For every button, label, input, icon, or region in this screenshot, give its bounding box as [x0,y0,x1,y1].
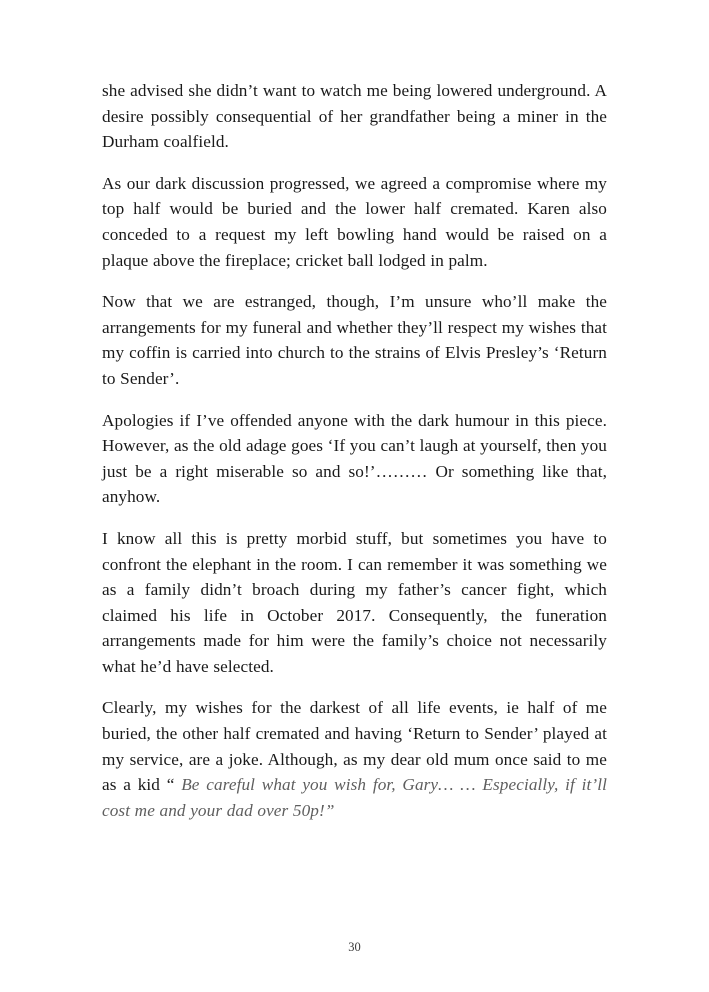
paragraph-final [102,695,607,823]
paragraph: As our dark discussion progressed, we agreed a compromise where my top half would be buried and the lower half cremated. Karen also conceded to a request my left bowling hand would be raised on a plaque above the fireplace; cricket ball lodged in palm. [102,173,607,270]
final-paragraph-lead: Clearly, my wishes for the darkest of all life events, ie half of me buried, the other half cremated and having ‘Return to Sender’ played at my service, are a joke. Although, as my dear old mum once said to me as a kid “ [102,698,607,795]
paragraph: Now that we are estranged, though, I’m unsure who’ll make the arrangements for my funeral and whether they’ll respect my wishes that my coffin is carried into church to the strains of Elvis Presley’s ‘Return to Sender’. [102,292,607,388]
page-number: 30 [348,940,361,954]
final-paragraph-quote: Be careful what you wish for, Gary… … Especially, if it’ll cost me and your dad over 50p!” [102,775,607,820]
paragraph: I know all this is pretty morbid stuff, but sometimes you have to confront the elephant in the room. I can remember it was something we as a family didn’t broach during my father’s cancer fight, which claimed his life in October 2017. Consequently, the funeration arrangements made for him were the family’s choice not necessarily what he’d have selected. [102,528,607,676]
paragraph: Apologies if I’ve offended anyone with the dark humour in this piece. However, as the old adage goes ‘If you can’t laugh at yourself, then you just be a right miserable so and so!’……… Or something like that, anyhow. [102,410,607,507]
paragraph: she advised she didn’t want to watch me being lowered underground. A desire possibly consequential of her grandfather being a miner in the Durham coalfield. [102,81,607,152]
page-content [102,78,607,823]
